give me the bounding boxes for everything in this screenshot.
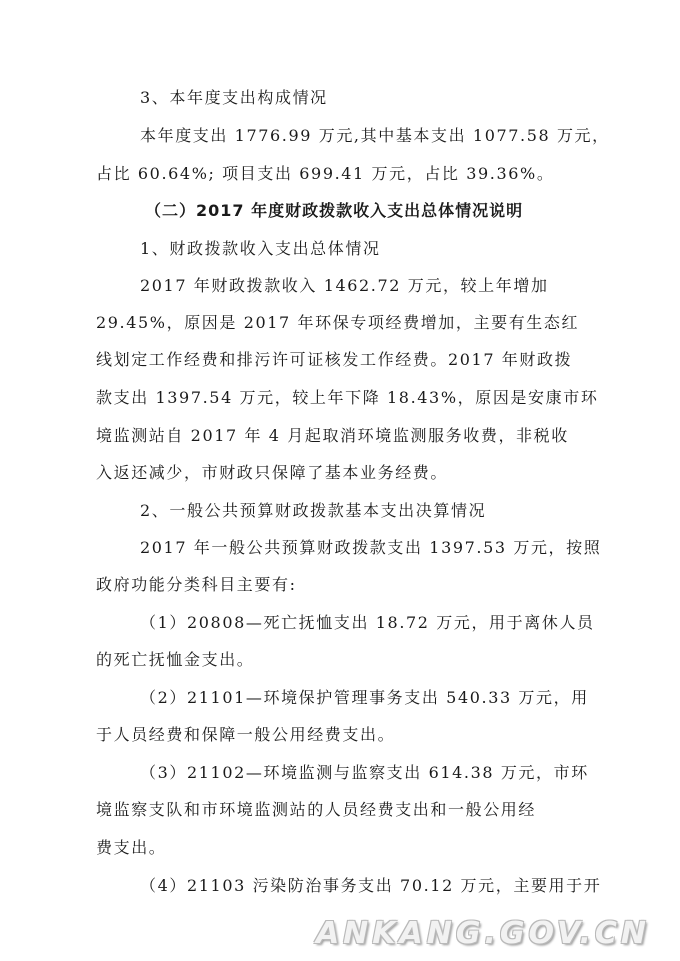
list-item-line: 于人员经费和保障一般公用经费支出。 (96, 725, 396, 744)
paragraph-line: 入返还减少，市财政只保障了基本业务经费。 (96, 463, 449, 482)
paragraph-line: 境监测站自 2017 年 4 月起取消环境监测服务收费，非税收 (96, 426, 569, 445)
subsection-heading: 1、财政拨款收入支出总体情况 (140, 239, 381, 258)
paragraph-line: 2017 年财政拨款收入 1462.72 万元，较上年增加 (140, 276, 549, 295)
list-item-line: 的死亡抚恤金支出。 (96, 650, 255, 669)
list-item-line: 境监察支队和市环境监测站的人员经费支出和一般公用经 (96, 800, 537, 819)
site-watermark: ANKANG.GOV.CN (315, 916, 650, 951)
list-item-line: （4）21103 污染防治事务支出 70.12 万元，主要用于开 (140, 876, 602, 895)
paragraph-line: 本年度支出 1776.99 万元,其中基本支出 1077.58 万元， (140, 126, 610, 145)
list-item-line: （2）21101—环境保护管理事务支出 540.33 万元，用 (140, 688, 589, 707)
paragraph-line: 占比 60.64%; 项目支出 699.41 万元，占比 39.36%。 (96, 164, 555, 183)
paragraph-line: 线划定工作经费和排污许可证核发工作经费。2017 年财政拨 (96, 350, 573, 369)
section-heading-3: 3、本年度支出构成情况 (140, 88, 328, 107)
paragraph-line: 29.45%，原因是 2017 年环保专项经费增加，主要有生态红 (96, 313, 580, 332)
list-item-line: （1）20808—死亡抚恤支出 18.72 万元，用于离休人员 (140, 613, 595, 632)
paragraph-line: 款支出 1397.54 万元，较上年下降 18.43%，原因是安康市环 (96, 388, 599, 407)
paragraph-line: 2017 年一般公共预算财政拨款支出 1397.53 万元，按照 (140, 538, 602, 557)
list-item-line: （3）21102—环境监测与监察支出 614.38 万元，市环 (140, 763, 589, 782)
list-item-line: 费支出。 (96, 838, 167, 857)
section-heading-2: （二）2017 年度财政拨款收入支出总体情况说明 (145, 201, 524, 220)
paragraph-line: 政府功能分类科目主要有: (96, 575, 297, 594)
subsection-heading: 2、一般公共预算财政拨款基本支出决算情况 (140, 501, 487, 520)
